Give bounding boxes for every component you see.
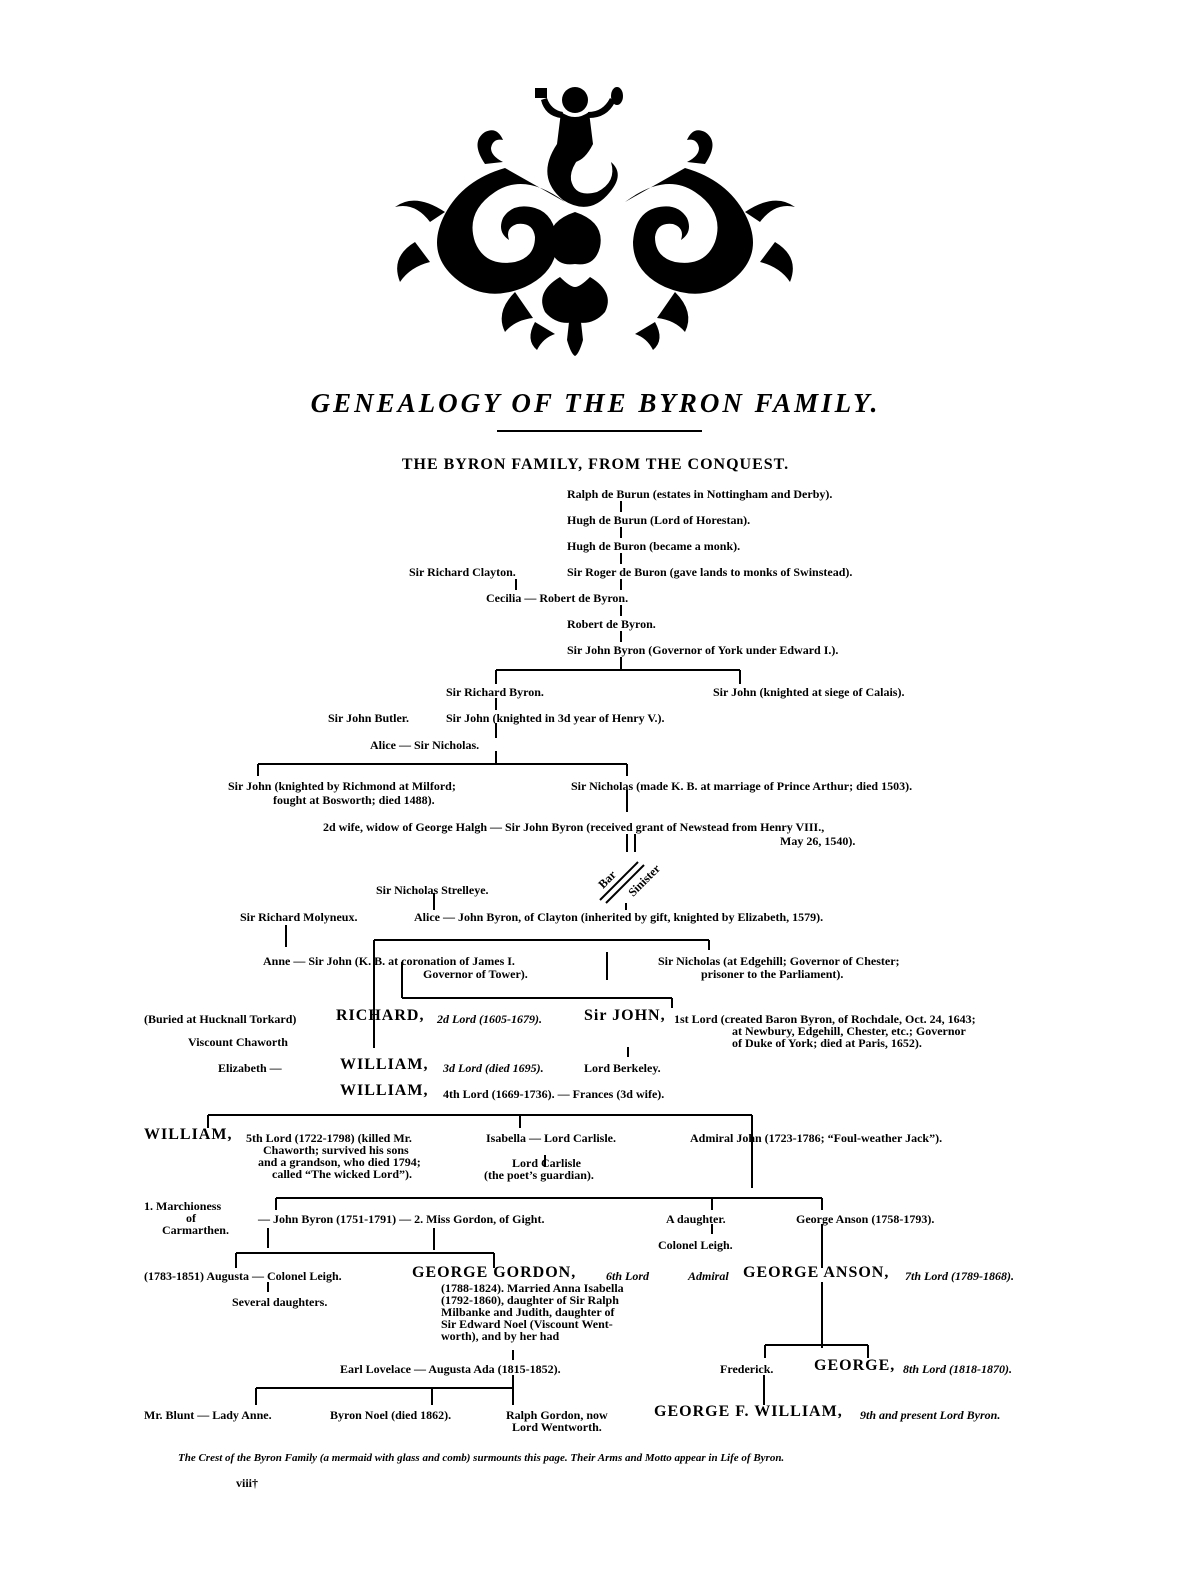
entry-sir-john-paris: of Duke of York; died at Paris, 1652). xyxy=(732,1036,922,1050)
entry-colonel-leigh: Colonel Leigh. xyxy=(658,1238,733,1252)
entry-sir-john-name: Sir JOHN, xyxy=(584,1007,666,1024)
entry-prisoner-parliament: prisoner to the Parliament). xyxy=(701,967,844,981)
entry-sir-richard-clayton: Sir Richard Clayton. xyxy=(409,565,516,579)
entry-sir-john-henry-v: Sir John (knighted in 3d year of Henry V.). xyxy=(446,711,665,725)
entry-sinister-label: Sinister xyxy=(625,861,664,900)
entry-poets-guardian: (the poet’s guardian). xyxy=(484,1168,594,1182)
entry-elizabeth: Elizabeth — xyxy=(218,1061,282,1075)
entry-sir-nicholas-strelleye: Sir Nicholas Strelleye. xyxy=(376,883,489,897)
entry-bar-label: Bar xyxy=(595,867,619,892)
entry-robert-de-byron: Robert de Byron. xyxy=(567,617,656,631)
entry-lord-berkeley: Lord Berkeley. xyxy=(584,1061,661,1075)
entry-frederick: Frederick. xyxy=(720,1362,774,1376)
entry-blunt-lady-anne: Mr. Blunt — Lady Anne. xyxy=(144,1408,272,1422)
entry-hugh-de-burun: Hugh de Burun (Lord of Horestan). xyxy=(567,513,751,527)
entry-a-daughter: A daughter. xyxy=(666,1212,726,1226)
entry-lord-carlisle: Lord Carlisle xyxy=(512,1156,581,1170)
entry-george-gordon-6th-lord: 6th Lord xyxy=(606,1269,650,1283)
entry-gg-line5: worth), and by her had xyxy=(441,1329,560,1343)
entry-george-8th-name: GEORGE, xyxy=(814,1357,896,1374)
entry-george-anson-name: GEORGE ANSON, xyxy=(743,1264,890,1281)
entry-george-f-william-9th-lord: 9th and present Lord Byron. xyxy=(860,1408,1001,1422)
entry-sir-roger-de-buron: Sir Roger de Buron (gave lands to monks of Swinstead). xyxy=(567,565,853,579)
entry-george-f-william-name: GEORGE F. WILLIAM, xyxy=(654,1403,843,1420)
entry-richard-2d-lord: 2d Lord (1605-1679). xyxy=(437,1012,542,1026)
entry-marchioness-of: of xyxy=(186,1211,196,1225)
entry-sir-john-1st-lord: 1st Lord (created Baron Byron, of Rochdale, Oct. 24, 1643; xyxy=(674,1012,976,1026)
entry-newstead-date: May 26, 1540). xyxy=(780,834,856,848)
entry-william-4th-name: WILLIAM, xyxy=(340,1082,429,1099)
entry-sir-richard-molyneux: Sir Richard Molyneux. xyxy=(240,910,358,924)
entry-lord-wentworth: Lord Wentworth. xyxy=(512,1420,602,1434)
entry-byron-noel: Byron Noel (died 1862). xyxy=(330,1408,452,1422)
entry-william-4th-lord: 4th Lord (1669-1736). — Frances (3d wife). xyxy=(443,1087,665,1101)
entry-george-anson-7th-lord: 7th Lord (1789-1868). xyxy=(905,1269,1014,1283)
entry-gg-line3: Milbanke and Judith, daughter of xyxy=(441,1305,615,1319)
entry-gg-line4: Sir Edward Noel (Viscount Went- xyxy=(441,1317,613,1331)
entry-augusta-colonel-leigh: (1783-1851) Augusta — Colonel Leigh. xyxy=(144,1269,342,1283)
entry-gg-line2: (1792-1860), daughter of Sir Ralph xyxy=(441,1293,619,1307)
page-number: viii† xyxy=(236,1476,259,1490)
entry-ralph-gordon: Ralph Gordon, now xyxy=(506,1408,608,1422)
entry-hugh-de-buron: Hugh de Buron (became a monk). xyxy=(567,539,741,553)
entry-alice-sir-nicholas: Alice — Sir Nicholas. xyxy=(370,738,480,752)
entry-widow-sir-john-newstead: 2d wife, widow of George Halgh — Sir John Byron (received grant of Newstead from Henry VIII., xyxy=(323,820,825,834)
entry-william-5th-name: WILLIAM, xyxy=(144,1126,233,1143)
entry-admiral-john: Admiral John (1723-1786; “Foul-weather Jack”). xyxy=(690,1131,943,1145)
entry-william-5th-wicked: called “The wicked Lord”). xyxy=(272,1167,412,1181)
entry-richard-name: RICHARD, xyxy=(336,1007,425,1024)
entry-isabella-lord-carlisle: Isabella — Lord Carlisle. xyxy=(486,1131,617,1145)
entry-william-3d-name: WILLIAM, xyxy=(340,1056,429,1073)
entry-john-byron-gordon: — John Byron (1751-1791) — 2. Miss Gordon, of Gight. xyxy=(258,1212,545,1226)
entry-ralph-de-burun: Ralph de Burun (estates in Nottingham and Derby). xyxy=(567,487,833,501)
entry-george-gordon-name: GEORGE GORDON, xyxy=(412,1264,577,1281)
entry-sir-john-bosworth: fought at Bosworth; died 1488). xyxy=(273,793,435,807)
entry-viscount-chaworth: Viscount Chaworth xyxy=(188,1035,288,1049)
page-title: GENEALOGY OF THE BYRON FAMILY. xyxy=(310,388,881,418)
entry-sir-john-milford: Sir John (knighted by Richmond at Milford; xyxy=(228,779,456,793)
footnote: The Crest of the Byron Family (a mermaid with glass and comb) surmounts this page. Their Arms and Motto appear in Life of Byron. xyxy=(178,1452,785,1464)
entry-sir-nicholas-edgehill: Sir Nicholas (at Edgehill; Governor of Chester; xyxy=(658,954,900,968)
entry-sir-john-newbury: at Newbury, Edgehill, Chester, etc.; Governor xyxy=(732,1024,966,1038)
entry-sir-richard-byron: Sir Richard Byron. xyxy=(446,685,544,699)
entry-cecilia-robert: Cecilia — Robert de Byron. xyxy=(486,591,629,605)
entry-governor-tower: Governor of Tower). xyxy=(423,967,528,981)
entry-sir-john-byron-york: Sir John Byron (Governor of York under Edward I.). xyxy=(567,643,839,657)
entry-sir-john-calais: Sir John (knighted at siege of Calais). xyxy=(713,685,905,699)
entry-william-3d-lord: 3d Lord (died 1695). xyxy=(443,1061,544,1075)
entry-william-5th-chaworth: Chaworth; survived his sons xyxy=(263,1143,409,1157)
entry-admiral-label: Admiral xyxy=(688,1269,729,1283)
entry-alice-john-byron-clayton: Alice — John Byron, of Clayton (inherited by gift, knighted by Elizabeth, 1579). xyxy=(414,910,824,924)
entry-sir-john-butler: Sir John Butler. xyxy=(328,711,410,725)
entry-george-anson: George Anson (1758-1793). xyxy=(796,1212,935,1226)
entry-buried-hucknall: (Buried at Hucknall Torkard) xyxy=(144,1012,297,1026)
entry-lovelace-ada: Earl Lovelace — Augusta Ada (1815-1852). xyxy=(340,1362,561,1376)
entry-george-8th-lord: 8th Lord (1818-1870). xyxy=(903,1362,1012,1376)
entry-gg-line1: (1788-1824). Married Anna Isabella xyxy=(441,1281,624,1295)
page-subtitle: THE BYRON FAMILY, FROM THE CONQUEST. xyxy=(401,456,790,473)
entry-william-5th-lord: 5th Lord (1722-1798) (killed Mr. xyxy=(246,1131,412,1145)
entry-william-5th-grandson: and a grandson, who died 1794; xyxy=(258,1155,421,1169)
entry-marchioness: 1. Marchioness xyxy=(144,1199,222,1213)
entry-several-daughters: Several daughters. xyxy=(232,1295,328,1309)
entry-anne-sir-john-kb: Anne — Sir John (K. B. at coronation of James I. xyxy=(263,954,515,968)
entry-sir-nicholas-kb: Sir Nicholas (made K. B. at marriage of Prince Arthur; died 1503). xyxy=(571,779,913,793)
entry-carmarthen: Carmarthen. xyxy=(162,1223,229,1237)
